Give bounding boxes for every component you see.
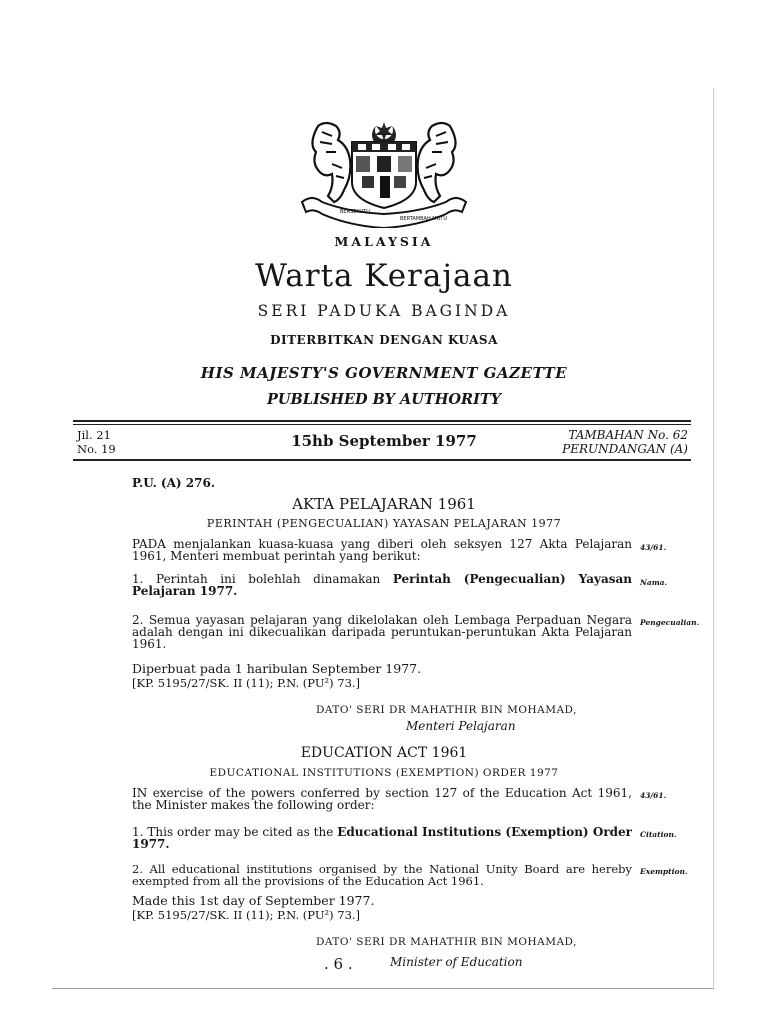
issue-no-label: No. 19 xyxy=(77,442,116,456)
issue-date: 15hb September 1977 xyxy=(291,432,477,450)
top-rule xyxy=(73,420,691,422)
english-clause-2: 2. All educational institutions organised by the National Unity Board are hereby exempted from all the provisions of the Education Act 1961. xyxy=(132,862,632,888)
malay-order-title: PERINTAH (PENGECUALIAN) YAYASAN PELAJARAN 1977 xyxy=(206,517,562,530)
perundangan-label: PERUNDANGAN (A) xyxy=(562,442,688,456)
crest-scroll-right-text: BERTAMBAH MUTU xyxy=(400,216,447,222)
english-reference: [KP. 5195/27/SK. II (11); P.N. (PU²) 73.] xyxy=(132,908,361,922)
english-order-title: EDUCATIONAL INSTITUTIONS (EXEMPTION) ORDER 1977 xyxy=(209,767,559,779)
crest-scroll-left-text: BERSEKUTU xyxy=(340,209,370,215)
tambahan-label: TAMBAHAN No. 62 xyxy=(568,428,688,442)
english-clause-1-margin: Citation. xyxy=(640,830,677,839)
english-clause-2-margin: Exemption. xyxy=(640,867,688,876)
malay-act-title: AKTA PELAJARAN 1961 xyxy=(292,495,476,513)
malay-clause-1-text: 1. Perintah ini bolehlah dinamakan xyxy=(132,572,393,586)
malay-signatory: DATO' SERI DR MAHATHIR BIN MOHAMAD, xyxy=(316,704,577,716)
english-clause-1-text: 1. This order may be cited as the xyxy=(132,825,338,839)
english-made-date: Made this 1st day of September 1977. xyxy=(132,893,375,908)
malay-preamble-lead: PADA xyxy=(132,537,166,551)
english-act-title: EDUCATION ACT 1961 xyxy=(300,745,468,761)
english-preamble-lead: IN xyxy=(132,786,148,800)
english-clause-1 xyxy=(132,826,632,850)
english-clause-1-name: Educational Institutions (Exemption) Order 1977. xyxy=(132,825,633,851)
english-preamble-margin: 43/61. xyxy=(640,791,667,800)
malay-signatory-role: Menteri Pelajaran xyxy=(406,719,516,733)
gazette-title: Warta Kerajaan xyxy=(255,258,513,294)
malay-clause-2: 2. Semua yayasan pelajaran yang dikelolakan oleh Lembaga Perpaduan Negara adalah dengan ini dikecualikan daripada peruntukan-peruntukan Akta Pelajaran 1961. xyxy=(132,613,632,651)
english-signatory: DATO' SERI DR MAHATHIR BIN MOHAMAD, xyxy=(316,936,577,948)
supplement-label xyxy=(498,428,688,456)
coat-of-arms-icon xyxy=(296,116,472,228)
english-preamble-text: exercise of the powers conferred by section 127 of the Education Act 1961, the Minister makes the following order: xyxy=(132,786,632,812)
malay-preamble-margin: 43/61. xyxy=(640,543,667,552)
malay-clause-2-margin: Pengecualian. xyxy=(640,618,700,627)
jil-label: Jil. 21 xyxy=(77,428,111,442)
english-preamble xyxy=(132,787,632,811)
malay-clause-1-margin: Nama. xyxy=(640,578,668,587)
malay-preamble-text: menjalankan kuasa-kuasa yang diberi oleh seksyen 127 Akta Pelajaran 1961, Menteri membuat perintah yang berikut: xyxy=(132,537,632,563)
page-number: . 6 . xyxy=(324,955,353,973)
malay-clause-1-name: Perintah (Pengecualian) Yayasan Pelajaran 1977. xyxy=(132,572,632,598)
seri-paduka-heading: SERI PADUKA BAGINDA xyxy=(257,302,511,320)
english-signatory-role: Minister of Education xyxy=(390,955,523,969)
malay-made-date: Diperbuat pada 1 haribulan September 1977. xyxy=(132,661,422,676)
country-heading: MALAYSIA xyxy=(334,234,434,249)
diterbitkan-heading: DITERBITKAN DENGAN KUASA xyxy=(270,333,498,347)
published-heading: PUBLISHED BY AUTHORITY xyxy=(266,391,502,408)
his-majesty-heading: HIS MAJESTY'S GOVERNMENT GAZETTE xyxy=(200,364,568,382)
malay-reference: [KP. 5195/27/SK. II (11); P.N. (PU²) 73.] xyxy=(132,676,361,690)
malay-preamble xyxy=(132,538,632,562)
malay-clause-1 xyxy=(132,573,632,597)
bottom-rule xyxy=(73,459,691,461)
pu-reference: P.U. (A) 276. xyxy=(132,476,216,490)
top-rule-thin xyxy=(73,424,691,425)
